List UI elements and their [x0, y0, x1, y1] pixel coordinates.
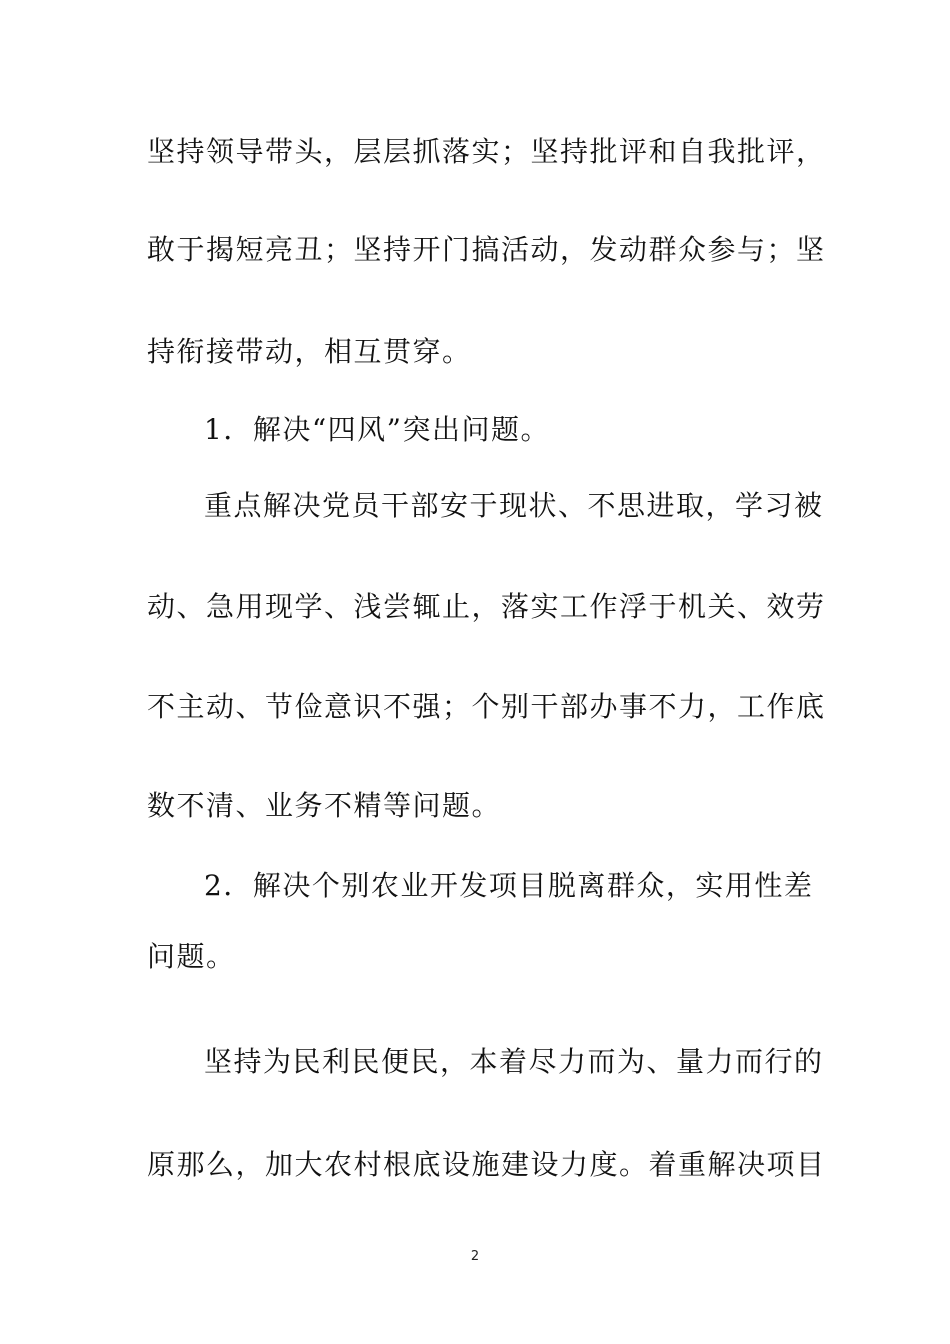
text-line: 问题。	[147, 940, 236, 973]
text-line: 原那么，加大农村根底设施建设力度。着重解决项目	[147, 1148, 826, 1181]
text-line: 动、急用现学、浅尝辄止，落实工作浮于机关、效劳	[147, 590, 826, 623]
text-line: 不主动、节俭意识不强；个别干部办事不力，工作底	[147, 690, 826, 723]
text-line: 敢于揭短亮丑；坚持开门搞活动，发动群众参与；坚	[147, 233, 826, 266]
list-heading: 2．解决个别农业开发项目脱离群众，实用性差	[204, 869, 814, 902]
text-line: 坚持领导带头，层层抓落实；坚持批评和自我批评，	[147, 135, 826, 168]
text-line: 重点解决党员干部安于现状、不思进取，学习被	[204, 489, 824, 522]
list-heading: 1．解决“四风”突出问题。	[204, 413, 550, 446]
page-number: 2	[470, 1249, 480, 1264]
text-line: 数不清、业务不精等问题。	[147, 789, 502, 822]
text-line: 持衔接带动，相互贯穿。	[147, 335, 472, 368]
text-line: 坚持为民利民便民，本着尽力而为、量力而行的	[204, 1045, 824, 1078]
